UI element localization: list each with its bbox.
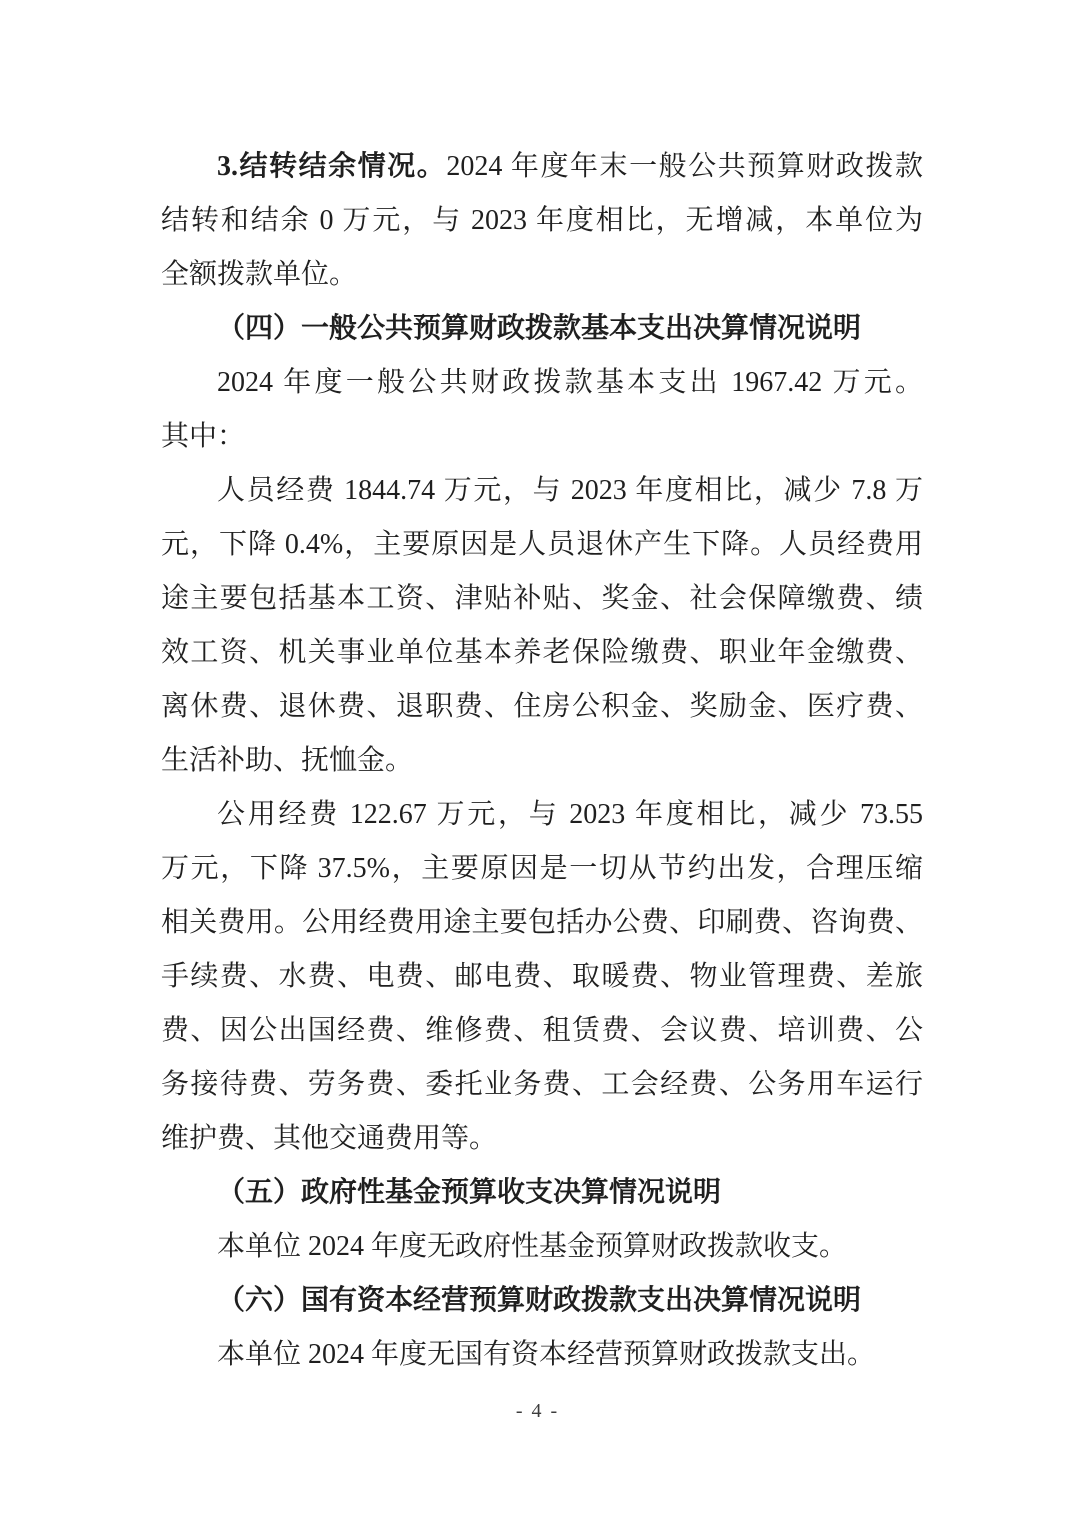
- text-segment: 元，下降 0.4%，主要原因是人员退休产生下降。人员经费用: [161, 529, 923, 560]
- paragraph-line: [161, 464, 923, 518]
- paragraph-line: [161, 1112, 923, 1166]
- text-segment: 效工资、机关事业单位基本养老保险缴费、职业年金缴费、: [161, 637, 923, 668]
- text-segment: 全额拨款单位。: [161, 259, 358, 290]
- text-segment: 万元，下降 37.5%，主要原因是一切从节约出发，合理压缩: [161, 853, 923, 884]
- paragraph-line: [161, 1328, 923, 1382]
- bold-text-segment: （五）政府性基金预算收支决算情况说明: [217, 1177, 722, 1208]
- paragraph-line: [161, 410, 923, 464]
- paragraph-line: [161, 194, 923, 248]
- text-segment: 2024 年度一般公共财政拨款基本支出 1967.42 万元。: [217, 367, 923, 398]
- paragraph-line: [161, 140, 923, 194]
- text-segment: 手续费、水费、电费、邮电费、取暖费、物业管理费、差旅: [161, 961, 923, 992]
- paragraph-line: [161, 626, 923, 680]
- section-heading-line: [161, 1274, 923, 1328]
- text-segment: 费、因公出国经费、维修费、租赁费、会议费、培训费、公: [161, 1015, 923, 1046]
- text-segment: 结转和结余 0 万元，与 2023 年度相比，无增减，本单位为: [161, 205, 923, 236]
- paragraph-line: [161, 518, 923, 572]
- text-segment: 务接待费、劳务费、委托业务费、工会经费、公务用车运行: [161, 1069, 923, 1100]
- paragraph-line: [161, 1058, 923, 1112]
- text-segment: 途主要包括基本工资、津贴补贴、奖金、社会保障缴费、绩: [161, 583, 923, 614]
- bold-text-segment: 3.结转结余情况。: [217, 151, 447, 182]
- text-segment: 2024 年度年末一般公共预算财政拨款: [446, 151, 923, 182]
- paragraph-line: [161, 950, 923, 1004]
- paragraph-line: [161, 842, 923, 896]
- section-heading-line: [161, 302, 923, 356]
- paragraph-line: [161, 1004, 923, 1058]
- text-segment: 生活补助、抚恤金。: [161, 745, 414, 776]
- text-segment: 其中：: [161, 421, 246, 452]
- text-segment: 公用经费 122.67 万元，与 2023 年度相比，减少 73.55: [217, 799, 923, 830]
- page-number: - 4 -: [515, 1400, 560, 1422]
- paragraph-line: [161, 1220, 923, 1274]
- document-body: [161, 140, 923, 1382]
- text-segment: 人员经费 1844.74 万元，与 2023 年度相比，减少 7.8 万: [217, 475, 923, 506]
- paragraph-line: [161, 734, 923, 788]
- bold-text-segment: （六）国有资本经营预算财政拨款支出决算情况说明: [217, 1285, 862, 1316]
- paragraph-line: [161, 572, 923, 626]
- paragraph-line: [161, 896, 923, 950]
- text-segment: 维护费、其他交通费用等。: [161, 1123, 498, 1154]
- section-heading-line: [161, 1166, 923, 1220]
- paragraph-line: [161, 788, 923, 842]
- paragraph-line: [161, 356, 923, 410]
- text-segment: 本单位 2024 年度无政府性基金预算财政拨款收支。: [217, 1231, 848, 1262]
- text-segment: 本单位 2024 年度无国有资本经营预算财政拨款支出。: [217, 1339, 876, 1370]
- text-segment: 离休费、退休费、退职费、住房公积金、奖励金、医疗费、: [161, 691, 923, 722]
- text-segment: 相关费用。公用经费用途主要包括办公费、印刷费、咨询费、: [161, 907, 923, 938]
- bold-text-segment: （四）一般公共预算财政拨款基本支出决算情况说明: [217, 313, 862, 344]
- paragraph-line: [161, 680, 923, 734]
- paragraph-line: [161, 248, 923, 302]
